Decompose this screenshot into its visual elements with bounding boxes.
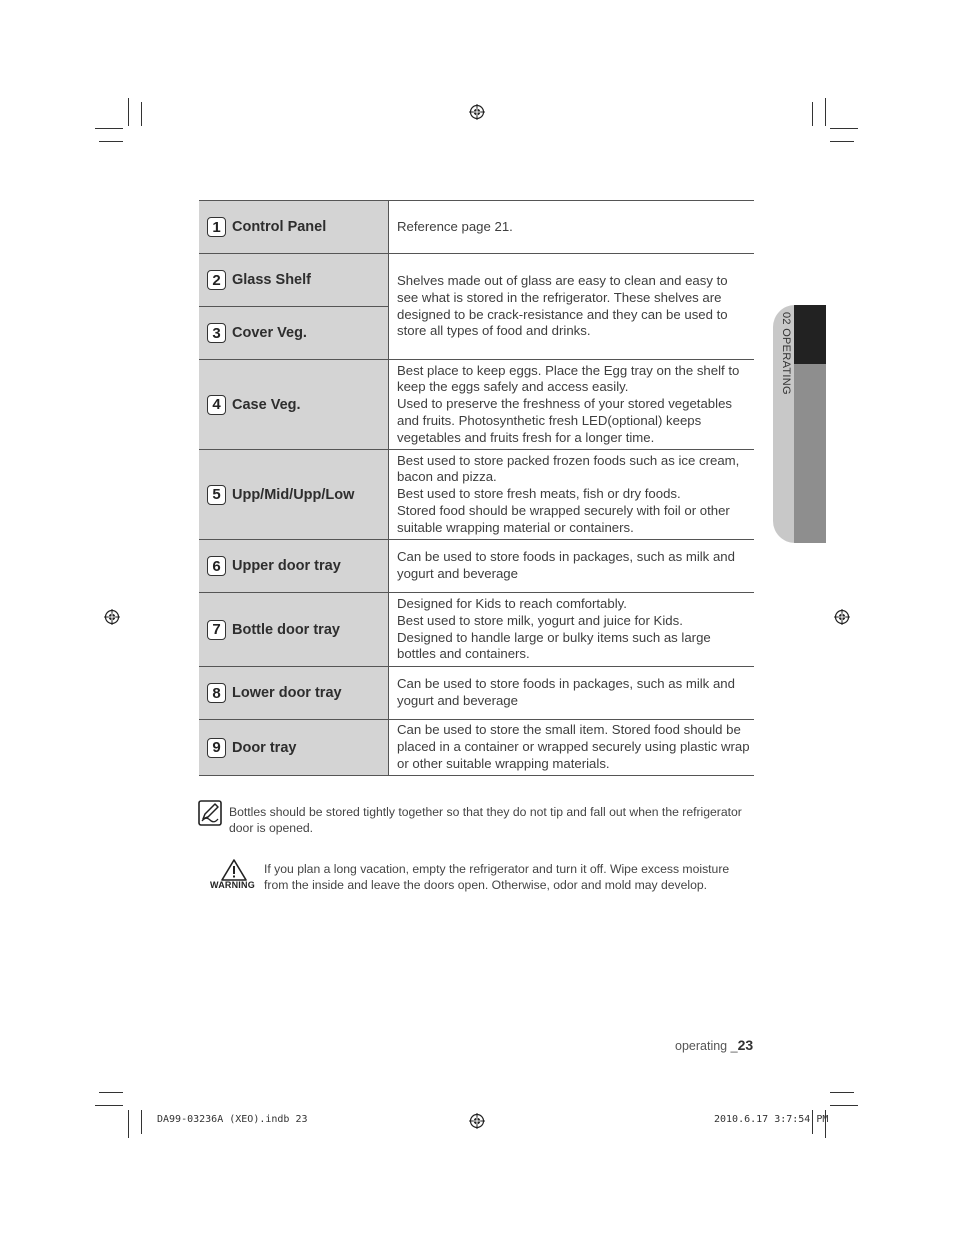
part-number-badge: 4 [207,395,226,415]
part-description: Designed to handle large or bulky items such as large bottles and containers. [397,629,711,662]
part-name: Cover Veg. [232,325,307,341]
part-number-badge: 5 [207,485,226,505]
parts-table [199,200,754,776]
part-description-cell [389,540,755,593]
part-description: Stored food should be wrapped securely with foil or other suitable wrapping material or containers. [397,502,730,535]
table-row [199,593,754,667]
warning-triangle-icon [221,859,247,881]
part-name-cell [199,307,389,360]
part-description: Reference page 21. [397,218,513,234]
part-description: Designed for Kids to reach comfortably. [397,595,627,611]
table-row [199,360,754,450]
part-description: Shelves made out of glass are easy to clean and easy to see what is stored in the refrigerator. These shelves are designed to be crack-resistance and they can be used to store all types of food and drinks. [397,272,728,339]
part-name: Upper door tray [232,558,341,574]
part-description: Can be used to store the small item. Stored food should be placed in a container or wrapped securely using plastic wrap or other suitable wrapping materials. [397,722,750,771]
part-description: Best place to keep eggs. Place the Egg tray on the shelf to keep the eggs safely and access easily. [397,362,740,395]
part-name-cell [199,540,389,593]
warning-text: If you plan a long vacation, empty the refrigerator and turn it off. Wipe excess moisture from the inside and leave the doors open. Otherwise, odor and mold may develop. [264,862,730,892]
registration-mark-icon [834,609,850,625]
part-description: Can be used to store foods in packages, such as milk and yogurt and beverage [397,549,735,581]
part-number-badge: 6 [207,556,226,576]
part-description: Can be used to store foods in packages, such as milk and yogurt and beverage [397,676,735,708]
part-name: Lower door tray [232,685,342,701]
section-tab-label: 02 OPERATING [780,312,792,395]
table-row [199,254,754,307]
part-description-cell [389,720,755,776]
registration-mark-icon [469,104,485,120]
note-text: Bottles should be stored tightly together so that they do not tip and fall out when the refrigerator door is opened. [229,805,742,835]
registration-mark-icon [469,1113,485,1129]
part-name-cell [199,450,389,540]
part-number-badge: 3 [207,323,226,343]
part-number-badge: 2 [207,270,226,290]
part-description-cell [389,450,755,540]
warning-label: WARNING [210,880,255,890]
slug-datetime: 2010.6.17 3:7:54 PM [714,1114,829,1125]
part-name-cell [199,201,389,254]
part-name-cell [199,593,389,667]
page-number: 23 [737,1037,754,1053]
part-name: Case Veg. [232,396,301,413]
part-name: Bottle door tray [232,621,340,638]
part-name-cell [199,667,389,720]
table-row [199,201,754,254]
note-pencil-icon [198,800,222,826]
part-description: Best used to store fresh meats, fish or dry foods. [397,486,681,502]
slug-filename: DA99-03236A (XEO).indb 23 [157,1114,308,1125]
part-number-badge: 7 [207,620,226,640]
part-name: Glass Shelf [232,272,311,288]
part-name: Door tray [232,739,297,756]
part-number-badge: 1 [207,217,226,237]
part-description-cell [389,254,755,360]
part-number-badge: 8 [207,683,226,703]
part-description: Best used to store milk, yogurt and juice for Kids. [397,612,683,628]
part-description-cell [389,201,755,254]
table-row [199,667,754,720]
part-name: Control Panel [232,219,327,235]
part-name-cell [199,254,389,307]
part-name-cell [199,720,389,776]
part-name: Upp/Mid/Upp/Low [232,486,355,503]
part-description: Used to preserve the freshness of your stored vegetables and fruits. Photosynthetic fresh LED(optional) keeps vegetables and fruits fresh for a longer time. [397,396,732,445]
page-footer [675,1037,753,1053]
part-description: Best used to store packed frozen foods such as ice cream, bacon and pizza. [397,452,740,485]
table-row [199,450,754,540]
registration-mark-icon [104,609,120,625]
part-name-cell [199,360,389,450]
footer-section: operating _ [675,1039,738,1053]
table-row [199,720,754,776]
part-description-cell [389,593,755,667]
table-row [199,540,754,593]
part-number-badge: 9 [207,738,226,758]
part-description-cell [389,667,755,720]
part-description-cell [389,360,755,450]
